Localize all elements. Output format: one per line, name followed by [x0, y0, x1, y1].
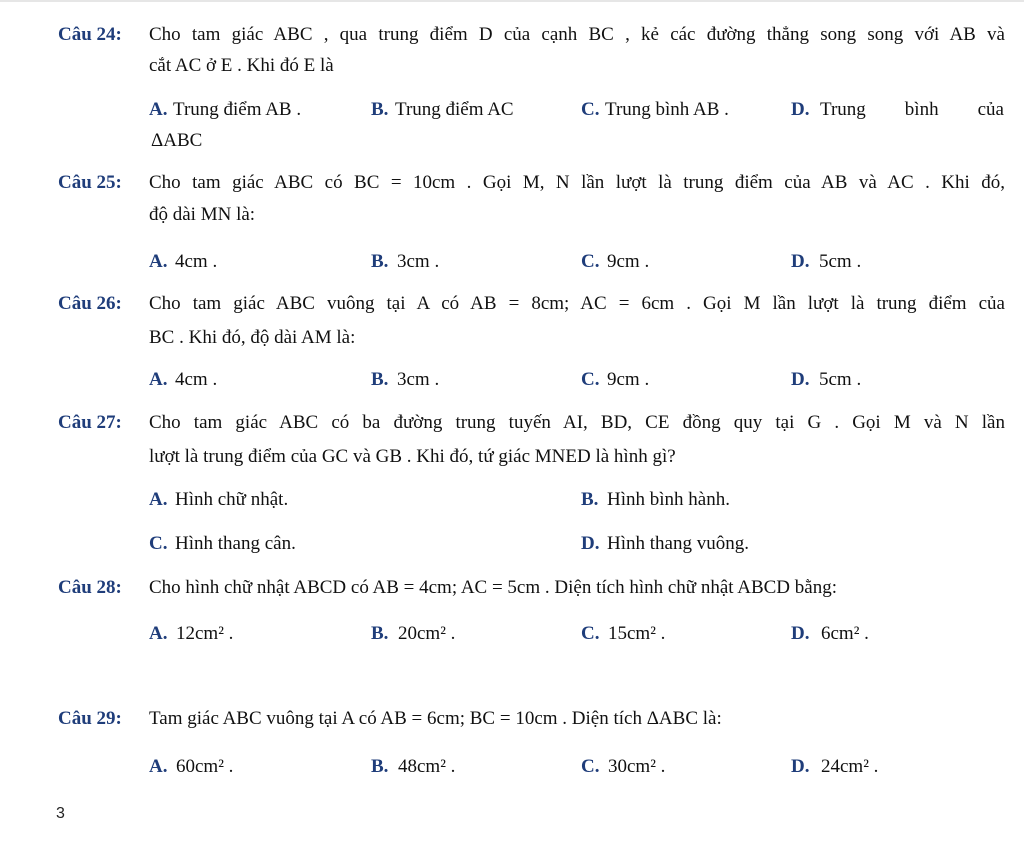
option-text: 48cm² .	[398, 756, 456, 777]
option-label: D.	[791, 99, 810, 120]
option-text: 60cm² .	[176, 756, 234, 777]
question-text: Cho tam giác ABC vuông tại A có AB = 8cm; AC = 6cm . Gọi M lần lượt là trung điểm của	[149, 293, 1005, 314]
option-label: C.	[581, 756, 600, 777]
option-text: 20cm² .	[398, 623, 456, 644]
option-label: B.	[581, 489, 599, 510]
option-text: 3cm .	[397, 251, 440, 272]
option-label: A.	[149, 756, 168, 777]
option-label: C.	[581, 369, 600, 390]
option-text: 5cm .	[819, 369, 862, 390]
option-label: B.	[371, 99, 389, 120]
option-label: A.	[149, 623, 168, 644]
option-label: B.	[371, 756, 389, 777]
option-label: D.	[791, 369, 810, 390]
option-text: 12cm² .	[176, 623, 234, 644]
option-text: 3cm .	[397, 369, 440, 390]
option-text: Trung bình AB .	[605, 99, 729, 120]
option-label: A.	[149, 489, 168, 510]
option-text: 4cm .	[175, 369, 218, 390]
option-label: B.	[371, 369, 389, 390]
option-text: Hình thang vuông.	[607, 533, 749, 554]
question-text: cắt AC ở E . Khi đó E là	[149, 55, 334, 76]
question-label: Câu 29:	[58, 708, 122, 729]
option-text: 5cm .	[819, 251, 862, 272]
option-text: Hình chữ nhật.	[175, 489, 289, 510]
option-label: A.	[149, 369, 168, 390]
option-text: 9cm .	[607, 251, 650, 272]
question-label: Câu 25:	[58, 172, 122, 193]
question-text: Cho tam giác ABC , qua trung điểm D của cạnh BC , kẻ các đường thẳng song song với AB và	[149, 24, 1005, 45]
option-label: C.	[581, 623, 600, 644]
option-label: D.	[581, 533, 600, 554]
option-text: Trung điểm AC	[395, 99, 514, 120]
option-label: A.	[149, 99, 168, 120]
option-text: 6cm² .	[821, 623, 869, 644]
option-text: Hình bình hành.	[607, 489, 730, 510]
option-text: Trung điểm AB .	[173, 99, 302, 120]
option-text: 30cm² .	[608, 756, 666, 777]
option-label: D.	[791, 251, 810, 272]
question-text: Tam giác ABC vuông tại A có AB = 6cm; BC = 10cm . Diện tích ΔABC là:	[149, 708, 722, 729]
option-label: C.	[581, 251, 600, 272]
option-label: D.	[791, 756, 810, 777]
option-text: Trung bình của	[820, 99, 1004, 120]
option-label: B.	[371, 623, 389, 644]
option-label: B.	[371, 251, 389, 272]
question-text: Cho tam giác ABC có BC = 10cm . Gọi M, N lần lượt là trung điểm của AB và AC . Khi đó,	[149, 172, 1005, 193]
question-label: Câu 28:	[58, 577, 122, 598]
option-text: 24cm² .	[821, 756, 879, 777]
option-text: 4cm .	[175, 251, 218, 272]
option-text: 9cm .	[607, 369, 650, 390]
question-label: Câu 26:	[58, 293, 122, 314]
question-label: Câu 24:	[58, 24, 122, 45]
question-label: Câu 27:	[58, 412, 122, 433]
option-label: C.	[581, 99, 600, 120]
top-border	[0, 0, 1024, 2]
option-label: D.	[791, 623, 810, 644]
page-number: 3	[56, 805, 65, 822]
option-text-continued: ΔABC	[151, 130, 203, 151]
option-text: 15cm² .	[608, 623, 666, 644]
question-text: BC . Khi đó, độ dài AM là:	[149, 327, 356, 348]
option-text: Hình thang cân.	[175, 533, 296, 554]
question-text: Cho hình chữ nhật ABCD có AB = 4cm; AC = 5cm . Diện tích hình chữ nhật ABCD bằng:	[149, 577, 837, 598]
question-text: Cho tam giác ABC có ba đường trung tuyến AI, BD, CE đồng quy tại G . Gọi M và N lần	[149, 412, 1005, 433]
question-text: độ dài MN là:	[149, 204, 256, 225]
option-label: A.	[149, 251, 168, 272]
option-label: C.	[149, 533, 168, 554]
question-text: lượt là trung điểm của GC và GB . Khi đó, tứ giác MNED là hình gì?	[149, 446, 676, 467]
